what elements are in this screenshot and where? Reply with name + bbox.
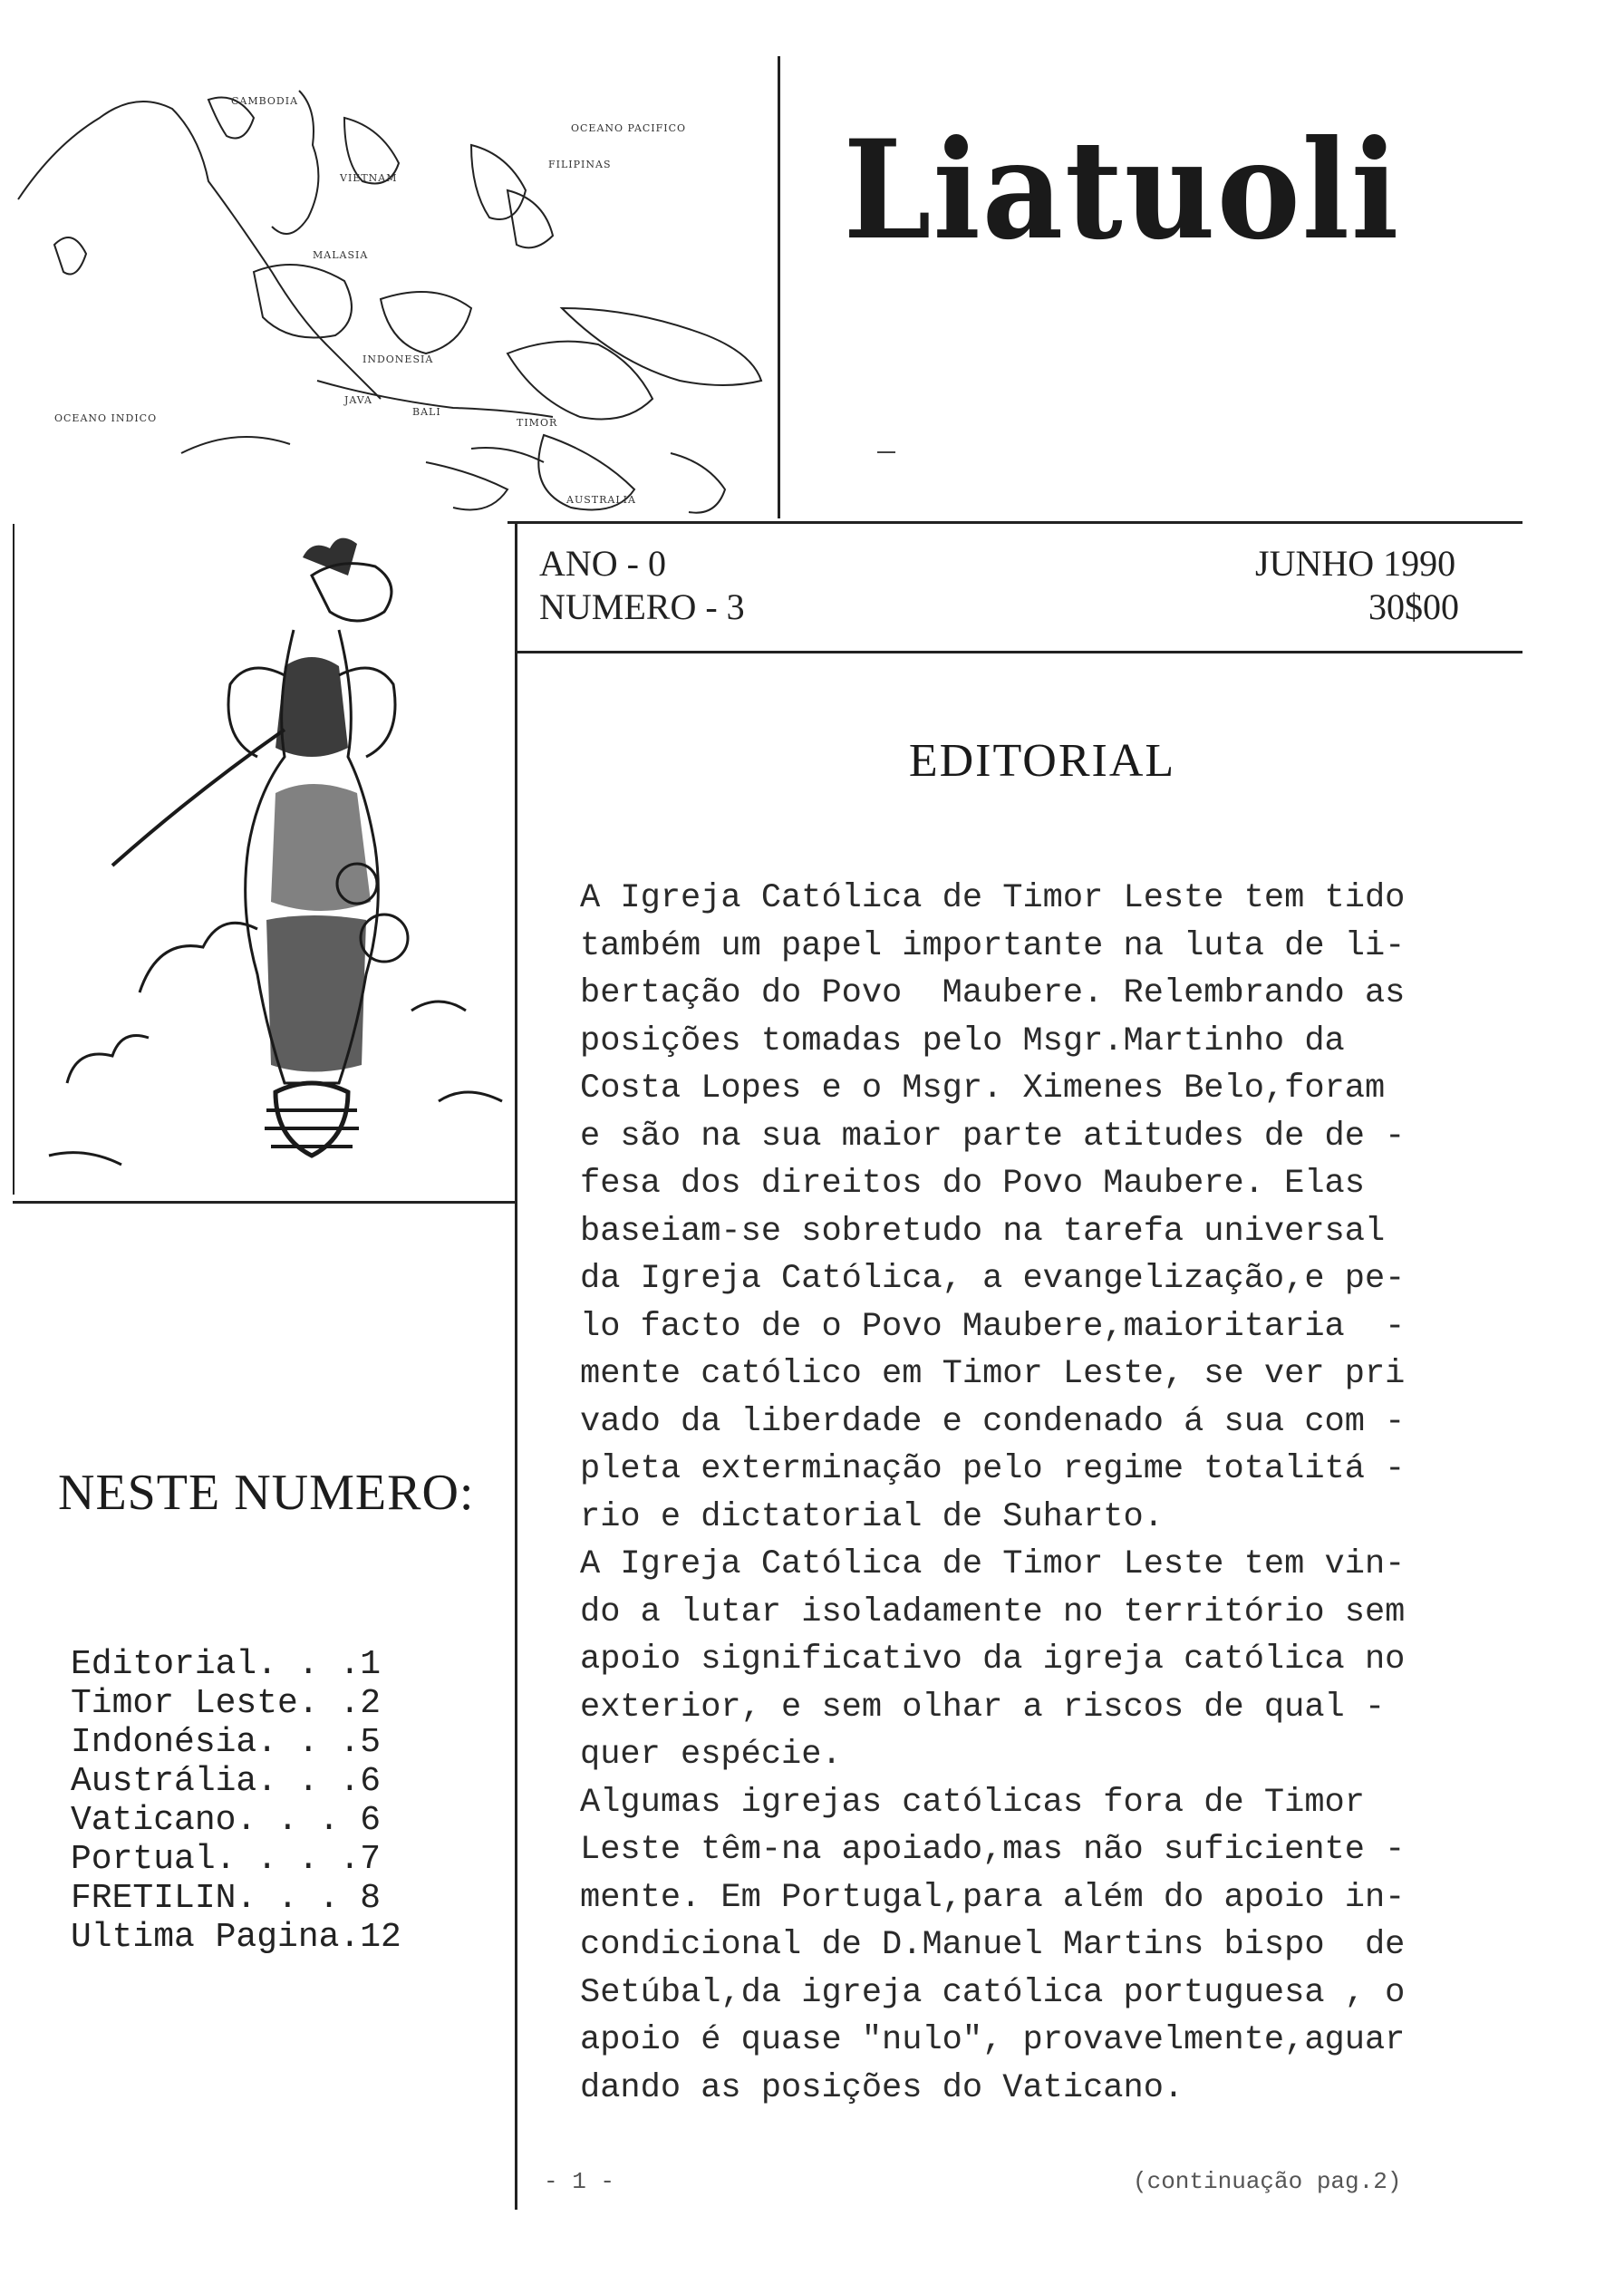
- map-right-rule: [778, 56, 780, 518]
- map-label-java: JAVA: [344, 394, 372, 406]
- editorial-line: dando as posições do Vaticano.: [580, 2068, 1184, 2107]
- editorial-line: e são na sua maior parte atitudes de de -: [580, 1117, 1406, 1156]
- editorial-line: vado da liberdade e condenado á sua com -: [580, 1402, 1406, 1441]
- editorial-line: mente. Em Portugal,para além do apoio in-: [580, 1878, 1406, 1917]
- editorial-line: do a lutar isoladamente no território sem: [580, 1592, 1406, 1631]
- editorial-line: posições tomadas pelo Msgr.Martinho da: [580, 1021, 1345, 1060]
- illustration-bottom-rule: [13, 1201, 517, 1204]
- issue-year: ANO - 0: [539, 543, 666, 584]
- editorial-line: rio e dictatorial de Suharto.: [580, 1497, 1164, 1536]
- masthead-mark: [877, 451, 895, 453]
- editorial-line: lo facto de o Povo Maubere,maioritaria -: [580, 1307, 1406, 1346]
- map-label-philippines: FILIPINAS: [548, 159, 612, 170]
- editorial-line: quer espécie.: [580, 1736, 842, 1774]
- page-number: - 1 -: [544, 2168, 615, 2195]
- bound-warrior-drawing: [13, 521, 520, 1201]
- contents-item: Indonésia. . .5: [71, 1723, 382, 1762]
- map-label-bali: BALI: [412, 406, 441, 418]
- map-label-australia: AUSTRALIA: [566, 494, 636, 506]
- header-top-rule: [508, 521, 1522, 524]
- editorial-line: pleta exterminação pelo regime totalitá -: [580, 1450, 1406, 1488]
- editorial-line: da Igreja Católica, a evangelização,e pe-: [580, 1260, 1406, 1298]
- editorial-line: Algumas igrejas católicas fora de Timor: [580, 1783, 1365, 1822]
- contents-list: [71, 1645, 506, 1957]
- editorial-line: mente católico em Timor Leste, se ver pri: [580, 1355, 1406, 1393]
- editorial-line: A Igreja Católica de Timor Leste tem vin-: [580, 1545, 1406, 1583]
- editorial-line: apoio é quase "nulo", provavelmente,aguar: [580, 2021, 1406, 2059]
- warrior-illustration: [13, 521, 520, 1201]
- editorial-line: exterior, e sem olhar a riscos de qual -: [580, 1688, 1386, 1727]
- contents-item: Vaticano. . . 6: [71, 1801, 382, 1840]
- editorial-line: A Igreja Católica de Timor Leste tem tido: [580, 879, 1406, 917]
- issue-number: NUMERO - 3: [539, 586, 745, 627]
- editorial-line: bertação do Povo Maubere. Relembrando as: [580, 974, 1406, 1012]
- contents-item: Editorial. . .1: [71, 1645, 382, 1684]
- contents-item: Timor Leste. .2: [71, 1684, 382, 1723]
- contents-item: Ultima Pagina.12: [71, 1918, 401, 1957]
- issue-date: JUNHO 1990: [1255, 543, 1456, 584]
- editorial-line: condicional de D.Manuel Martins bispo de: [580, 1926, 1406, 1964]
- map-label-vietnam: VIETNAM: [340, 172, 398, 184]
- masthead-title: Liatuoli: [843, 111, 1401, 270]
- editorial-line: também um papel importante na luta de li-: [580, 926, 1406, 965]
- contents-item: Portual. . . .7: [71, 1840, 382, 1879]
- map-label-indian-ocean: OCEANO INDICO: [54, 412, 158, 424]
- editorial-line: baseiam-se sobretudo na tarefa universal: [580, 1212, 1386, 1251]
- map-label-timor: TIMOR: [517, 417, 558, 429]
- editorial-line: Leste têm-na apoiado,mas não suficiente -: [580, 1831, 1406, 1869]
- contents-item: Austrália. . .6: [71, 1762, 382, 1801]
- southeast-asia-map-illustration: [0, 36, 779, 526]
- contents-item: FRETILIN. . . 8: [71, 1879, 382, 1918]
- editorial-line: Setúbal,da igreja católica portuguesa , o: [580, 1973, 1406, 2012]
- contents-heading: NESTE NUMERO:: [58, 1465, 475, 1521]
- issue-price: 30$00: [1368, 586, 1459, 627]
- editorial-line: Costa Lopes e o Msgr. Ximenes Belo,foram: [580, 1069, 1386, 1108]
- map-label-indonesia: INDONESIA: [362, 353, 434, 365]
- editorial-heading: EDITORIAL: [908, 735, 1176, 787]
- editorial-line: fesa dos direitos do Povo Maubere. Elas: [580, 1165, 1365, 1203]
- header-bottom-rule: [515, 651, 1522, 653]
- map-label-malaysia: MALASIA: [313, 249, 369, 261]
- continuation-note: (continuação pag.2): [1133, 2168, 1402, 2195]
- map-label-pacific-ocean: OCEANO PACIFICO: [571, 122, 687, 134]
- editorial-body: [580, 875, 1495, 2112]
- map-label-cambodia: CAMBODIA: [231, 95, 299, 107]
- editorial-line: apoio significativo da igreja católica no: [580, 1640, 1406, 1679]
- region-map: [0, 36, 779, 526]
